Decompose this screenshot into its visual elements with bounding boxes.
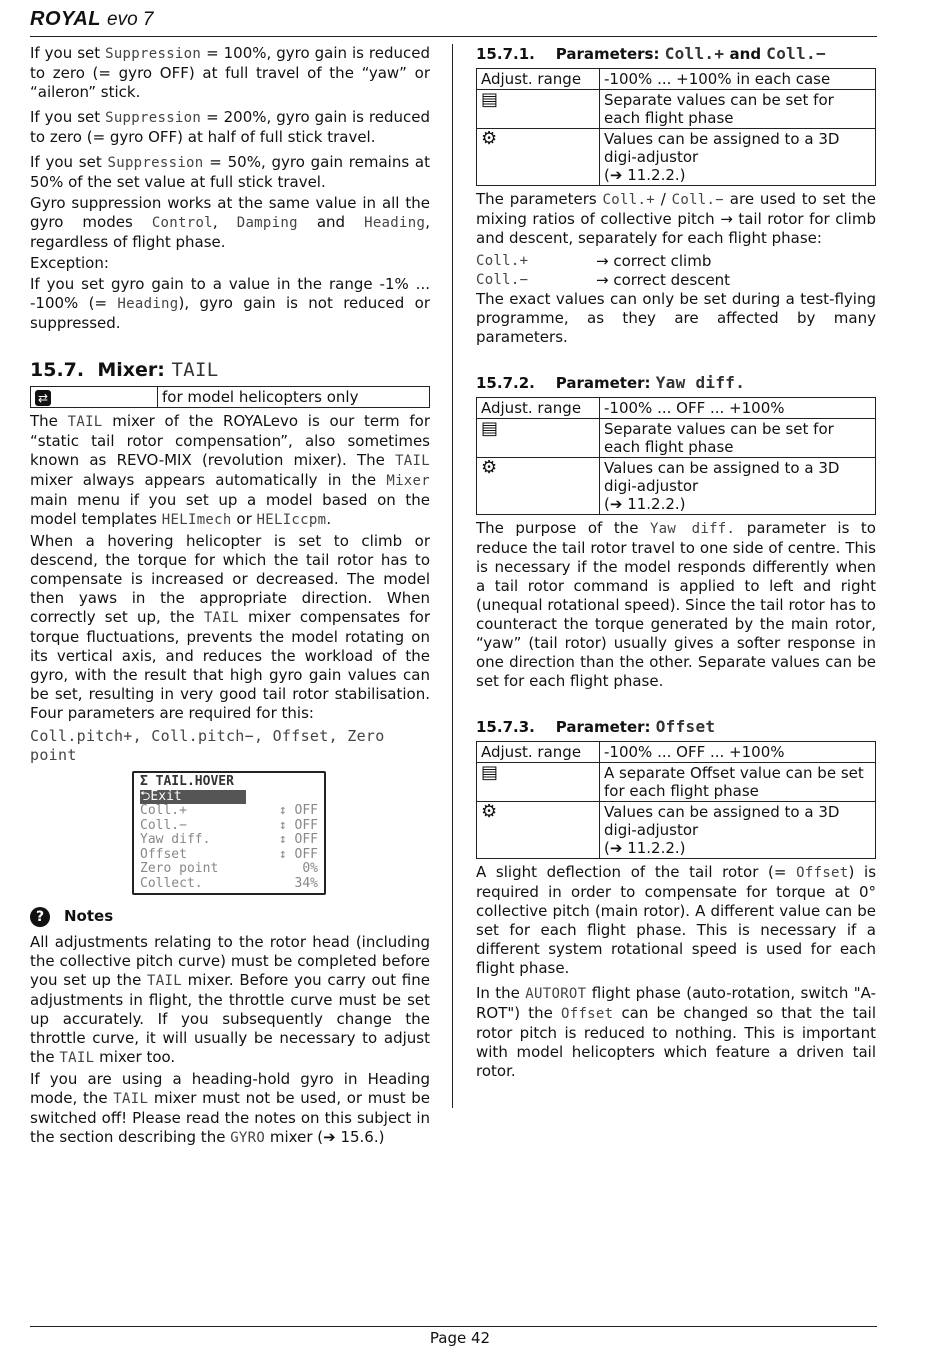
page-header	[30, 10, 154, 30]
lcd-row: Offset ↕ OFF	[140, 846, 318, 862]
model-name: evo 7	[107, 9, 154, 30]
column-divider	[452, 44, 453, 1108]
condition-text: for model helicopters only	[158, 387, 430, 408]
para-tail-explanation: When a hovering helicopter is set to climb or descend, the torque for which the tail rotor has to compensate is increased or decreased. The model then yaws in the appropriate direction. When correctly set up, the TAIL mixer compensates for torque fluctuations, prevents the model rotating on its vertical axis, and reduces the workload of the gyro, with the result that high gyro gain values can be set, resulting in very good tail rotor stabilisation. Four parameters are required for this:	[30, 532, 430, 722]
para-yaw-diff: The purpose of the Yaw diff. parameter is to reduce the tail rotor travel to one side of centre. This is necessary if the model responds differently when a tail rotor command is applied to left and right (unequal rotational speed). Since the tail rotor has to counteract the torque generated by the main rotor, “yaw” (tail rotor) usually gives a softer response in one direction than the other. Separate values can be set for each flight phase.	[476, 519, 876, 690]
digi-adjustor-icon: ⚙	[481, 457, 498, 478]
flight-phase-icon: ▤	[481, 418, 499, 439]
lcd-row: Yaw diff. ↕ OFF	[140, 832, 318, 847]
mapping-descent: Coll.− → correct descent	[476, 271, 731, 289]
lcd-row: Collect. 34%	[140, 875, 318, 891]
lcd-screen	[132, 771, 326, 895]
para-notes-1: All adjustments relating to the rotor head (including the collective pitch curve) must be completed before you set up the TAIL mixer. Before you carry out fine adjustments in flight, the throttle curve must be set up accurately. If you subsequently change the throttle curve, it will usually be necessary to adjust the TAIL mixer too.	[30, 933, 430, 1066]
para-offset: A slight deflection of the tail rotor (= Offset) is required in order to compensate for torque at 0° collective pitch (main rotor). A different value can be set for each flight phase. This is necessary if a different system rotational speed is used for each flight phase.	[476, 863, 877, 977]
flight-phase-icon: ▤	[481, 762, 499, 783]
flight-phase-icon: ▤	[481, 89, 499, 110]
info-icon: ?	[30, 907, 50, 927]
helicopter-icon: ⇄	[35, 390, 51, 406]
para-coll-params: The parameters Coll.+ / Coll.− are used to set the mixing ratios of collective pitch → tail rotor for climb and descent, separately for each flight phase:	[476, 190, 876, 247]
param-table-offset: Adjust. range -100% ... OFF ... +100% ▤ A separate Offset value can be set for each flight phase ⚙ Values can be assigned to a 3D digi-adjustor (➔ 11.2.2.)	[476, 741, 876, 859]
subsection-15-7-3: 15.7.3. Parameter: Offset	[476, 717, 716, 736]
digi-adjustor-icon: ⚙	[481, 128, 498, 149]
para-autorot: In the AUTOROT flight phase (auto-rotation, switch "A-ROT") the Offset can be changed so that the tail rotor pitch is reduced to nothing. This is important with model helicopters which feature a driven tail rotor.	[476, 984, 877, 1080]
para-gyro-modes: Gyro suppression works at the same value in all the gyro modes Control, Damping and Heading, regardless of flight phase.	[30, 194, 430, 251]
para-suppression-50: If you set Suppression = 50%, gyro gain remains at 50% of the set value at full stick travel.	[30, 153, 430, 191]
subsection-15-7-2: 15.7.2. Parameter: Yaw diff.	[476, 373, 746, 392]
para-exception: Exception:	[30, 254, 109, 272]
mapping-climb: Coll.+ → correct climb	[476, 252, 712, 270]
param-table-yaw: Adjust. range -100% ... OFF ... +100% ▤ Separate values can be set for each flight phase ⚙ Values can be assigned to a 3D digi-adjustor (➔ 11.2.2.)	[476, 397, 876, 515]
brand-logo: ROYAL	[30, 8, 102, 30]
condition-table	[30, 386, 430, 408]
right-column	[476, 44, 876, 1087]
param-table-coll: Adjust. range -100% ... +100% in each case ▤ Separate values can be set for each flight phase ⚙ Values can be assigned to a 3D digi-adjustor (➔ 11.2.2.)	[476, 68, 876, 186]
section-title: 15.7. Mixer: TAIL	[30, 359, 219, 381]
para-notes-2: If you are using a heading-hold gyro in Heading mode, the TAIL mixer must not be used, or must be switched off! Please read the notes on this subject in the section describing the GYRO mixer (➔ 15.6.)	[30, 1070, 430, 1146]
left-column	[30, 44, 430, 1154]
lcd-exit: ⮌Exit	[140, 790, 246, 805]
lcd-title: Σ TAIL.HOVER	[140, 774, 234, 789]
lcd-row: Coll.+ ↕ OFF	[140, 803, 318, 818]
para-heading-exception: If you set gyro gain to a value in the range -1% ... -100% (= Heading), gyro gain is not reduced or suppressed.	[30, 275, 430, 332]
lcd-row: Coll.− ↕ OFF	[140, 817, 318, 833]
lcd-row: Zero point 0%	[140, 861, 318, 876]
para-test-flying: The exact values can only be set during a test-flying programme, as they are affected by many parameters.	[476, 290, 876, 346]
params-line: Coll.pitch+, Coll.pitch−, Offset, Zero point	[30, 727, 385, 764]
para-tail-intro: The TAIL mixer of the ROYALevo is our term for “static tail rotor compensation”, also sometimes known as REVO-MIX (revolution mixer). The TAIL mixer always appears automatically in the Mixer main menu if you set up a model based on the model templates HELImech or HELIccpm.	[30, 412, 430, 528]
para-suppression-100: If you set Suppression = 100%, gyro gain is reduced to zero (= gyro OFF) at full travel of the “yaw” or “aileron” stick.	[30, 44, 431, 101]
page-number: Page 42	[429, 1329, 491, 1347]
footer-divider	[30, 1326, 877, 1327]
para-suppression-200: If you set Suppression = 200%, gyro gain is reduced to zero (= gyro OFF) at half of full stick travel.	[30, 108, 431, 146]
digi-adjustor-icon: ⚙	[481, 801, 498, 822]
header-divider	[30, 36, 877, 37]
subsection-15-7-1: 15.7.1. Parameters: Coll.+ and Coll.−	[476, 44, 826, 63]
notes-heading: ? Notes	[30, 907, 430, 927]
